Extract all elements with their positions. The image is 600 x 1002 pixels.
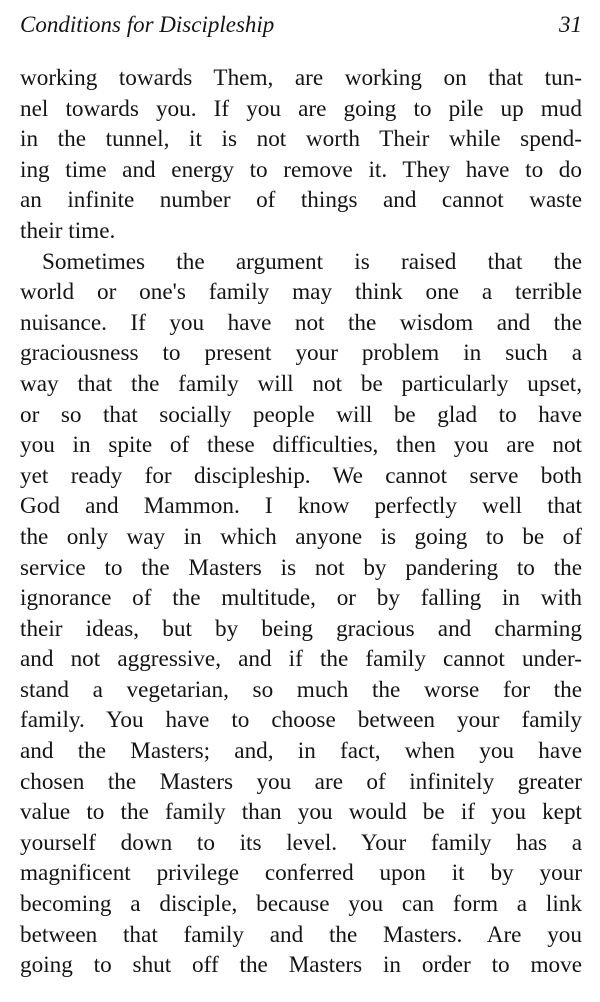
- text-line: yet ready for discipleship. We cannot serve both: [20, 462, 582, 489]
- text-line: working towards Them, are working on that tun-: [20, 65, 582, 91]
- text-line: an infinite number of things and cannot waste: [20, 187, 582, 214]
- text-line: going to shut off the Masters in order to move: [20, 952, 582, 979]
- text-line: becoming a disciple, because you can form a link: [20, 891, 582, 918]
- text-line: in the tunnel, it is not worth Their while spend-: [20, 126, 582, 153]
- text-line: yourself down to its level. Your family has a: [20, 829, 582, 856]
- text-line: and the Masters; and, in fact, when you have: [20, 738, 582, 765]
- text-line: stand a vegetarian, so much the worse for the: [20, 676, 582, 703]
- text-line: you in spite of these difficulties, then you are not: [20, 432, 582, 459]
- text-line: ignorance of the multitude, or by falling in with: [20, 585, 582, 612]
- running-title: Conditions for Discipleship: [20, 12, 275, 37]
- text-line: their ideas, but by being gracious and charming: [20, 615, 582, 642]
- text-line: nel towards you. If you are going to pile up mud: [20, 95, 582, 122]
- text-line: magnificent privilege conferred upon it by your: [20, 860, 582, 887]
- text-line: ing time and energy to remove it. They have to do: [20, 156, 582, 183]
- text-line: and not aggressive, and if the family cannot under-: [20, 646, 582, 673]
- text-line: graciousness to present your problem in such a: [20, 340, 582, 367]
- text-line: their time.: [20, 217, 116, 244]
- paragraph: [20, 63, 582, 247]
- text-line: or so that socially people will be glad to have: [20, 401, 582, 428]
- text-line: between that family and the Masters. Are you: [20, 921, 582, 948]
- text-line: the only way in which anyone is going to be of: [20, 523, 582, 550]
- text-line: service to the Masters is not by pandering to the: [20, 554, 582, 581]
- text-line: Sometimes the argument is raised that the: [42, 248, 582, 275]
- text-line: God and Mammon. I know perfectly well that: [20, 493, 582, 520]
- body-text: [20, 63, 582, 981]
- text-line: nuisance. If you have not the wisdom and the: [20, 309, 582, 336]
- text-line: world or one's family may think one a terrible: [20, 279, 582, 306]
- text-line: family. You have to choose between your family: [20, 707, 582, 734]
- text-line: way that the family will not be particularly upset,: [20, 370, 582, 397]
- page-number: 31: [559, 12, 582, 37]
- paragraph: [20, 247, 582, 981]
- running-header: [20, 12, 582, 46]
- text-line: chosen the Masters you are of infinitely greater: [20, 768, 582, 795]
- text-line: value to the family than you would be if you kept: [20, 799, 582, 826]
